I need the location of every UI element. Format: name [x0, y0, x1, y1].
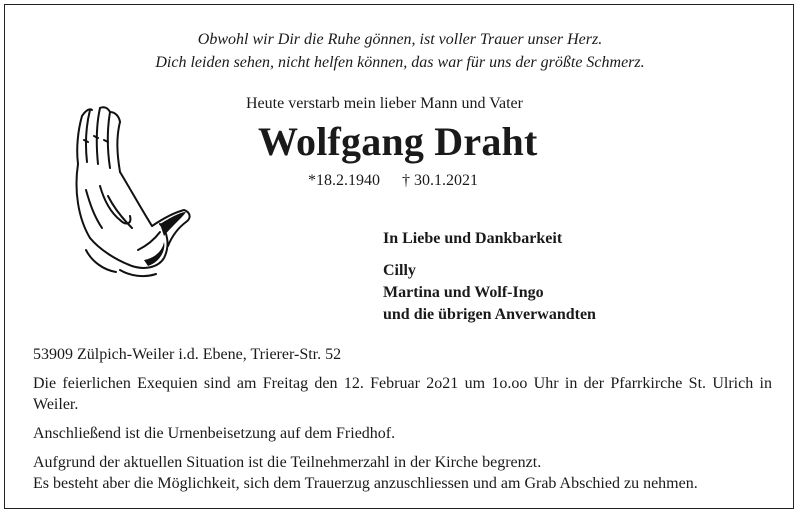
exequien-text: Die feierlichen Exequien sind am Freitag den 12. Februar 2o21 um 1o.oo Uhr in der Pfarrkirche St. Ulrich in Weiler.	[33, 375, 772, 413]
mourner-line-3: und die übrigen Anverwandten	[383, 306, 596, 323]
intro-text: Heute verstarb mein lieber Mann und Vater	[246, 95, 523, 112]
burial-text: Anschließend ist die Urnenbeisetzung auf dem Friedhof.	[33, 425, 396, 442]
details-block	[33, 344, 772, 502]
mourners-heading: In Liebe und Dankbarkeit	[383, 230, 563, 247]
poem-line-2: Dich leiden sehen, nicht helfen können, das war für uns der größte Schmerz.	[155, 54, 645, 71]
praying-hands-icon	[60, 100, 200, 280]
birth-date: *18.2.1940	[308, 172, 380, 189]
poem	[0, 28, 800, 74]
mourner-line-2: Martina und Wolf-Ingo	[383, 284, 544, 301]
death-date: † 30.1.2021	[402, 172, 478, 189]
deceased-name: Wolfgang Draht	[258, 119, 538, 164]
address-text: 53909 Zülpich-Weiler i.d. Ebene, Trierer-Str. 52	[33, 346, 342, 363]
poem-line-1: Obwohl wir Dir die Ruhe gönnen, ist voller Trauer unser Herz.	[197, 31, 603, 48]
life-dates	[308, 172, 500, 190]
mourners-block	[383, 228, 596, 326]
notice-line-1: Aufgrund der aktuellen Situation ist die Teilnehmerzahl in der Kirche begrenzt.	[33, 454, 542, 471]
notice-line-2: Es besteht aber die Möglichkeit, sich dem Trauerzug anzuschliessen und am Grab Abschied zu nehmen.	[33, 475, 698, 492]
mourner-line-1: Cilly	[383, 262, 416, 279]
